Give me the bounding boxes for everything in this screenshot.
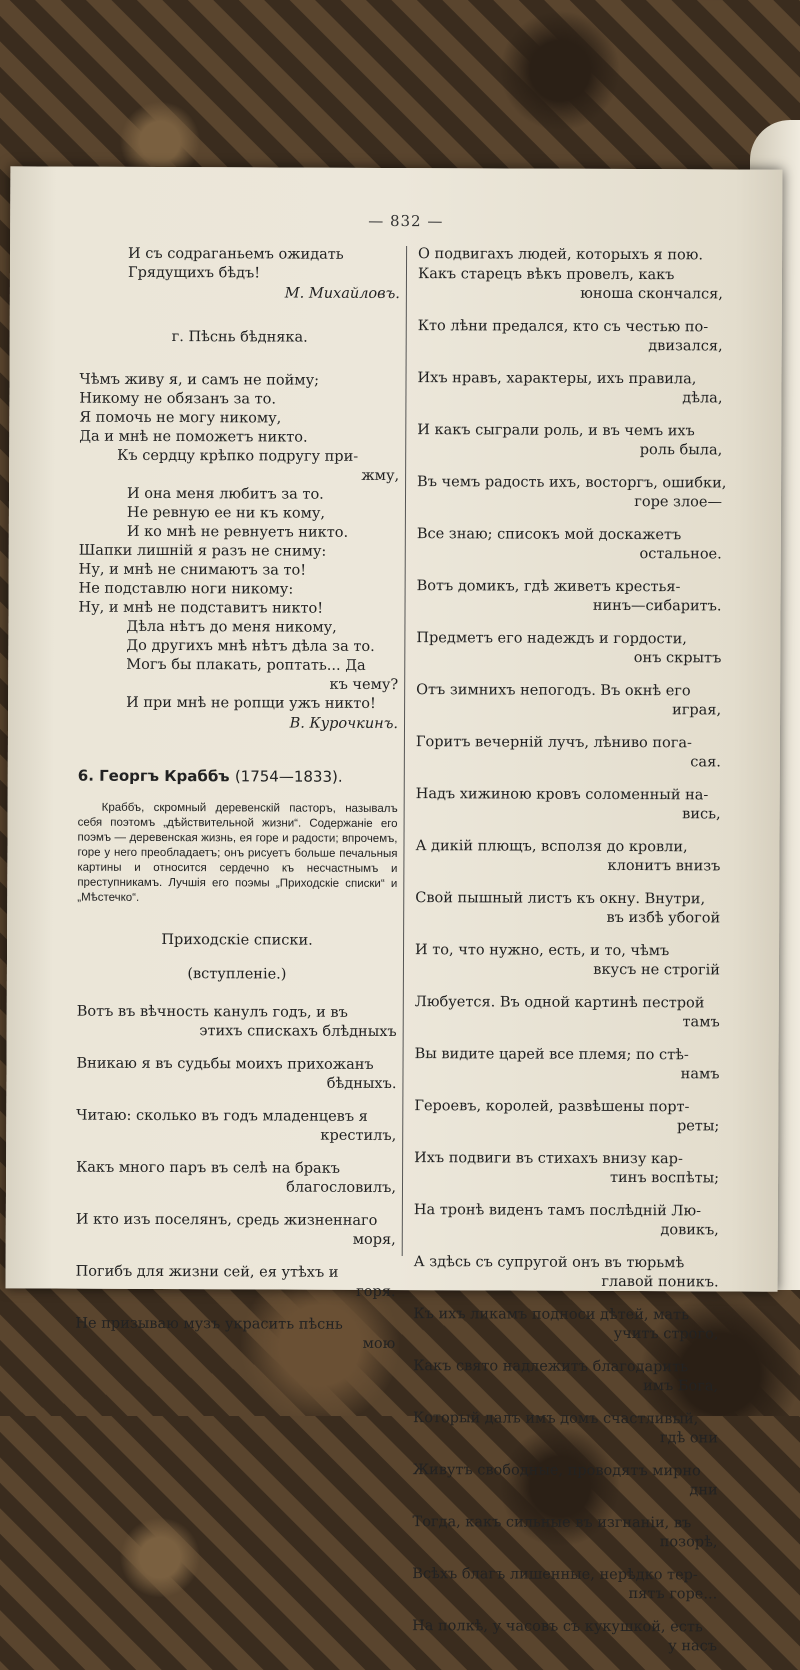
poem3-line-continuation: дѣла, [682,390,723,407]
poem2-line: Чѣмъ живу я, и самъ не пойму; [79,371,320,389]
poem3-line: Погибъ для жизни сей, ея утѣхъ и [75,1263,339,1281]
poem3-title: Приходскіе списки. [161,931,313,949]
bio-heading-years: (1754—1833). [234,767,343,786]
poem1 [80,245,400,304]
poem3-line: Ихъ нравъ, характеры, ихъ правила, [417,370,697,388]
poem3-line-continuation: въ избѣ убогой [606,909,721,927]
poem3-line-continuation: сая. [690,754,721,771]
poem3-line: И то, что нужно, есть, и то, чѣмъ [415,942,670,960]
bio-heading [78,767,398,786]
book-page [6,166,783,1655]
poem3-line-continuation: благословилъ, [286,1179,397,1197]
poem3-line-continuation: реты; [676,1118,720,1135]
poem3-subtitle: (вступленіе.) [187,966,287,983]
poem3-line-continuation: играя, [672,702,722,719]
poem3-line-continuation: довикъ, [660,1222,719,1239]
poem3-line-continuation: вкусъ не строгій [593,961,720,979]
poem3 [75,1002,397,1353]
poem3-line: Свой пышный листъ къ окну. Внутри, [415,890,706,908]
poem3-line: Живутъ свободные, проводятъ мирно [412,1462,701,1480]
poem3-line: На полкѣ, у часовъ съ кукушкой, есть [412,1618,703,1636]
poem3-line-continuation: моря, [352,1231,396,1249]
poem3-line: Къ ихъ ликамъ подноси дѣтей, мать [413,1306,690,1324]
poem3-line-continuation: крестилъ, [320,1127,397,1145]
poem2-line: И при мнѣ не ропщи ужъ никто! [126,694,376,712]
poem3-line: А дикій плющъ, всползя до кровли, [415,838,688,856]
right-column [412,244,727,1669]
poem3-line-continuation: нинъ—сибаритъ. [592,597,722,615]
poem2-line: И ко мнѣ не ревнуетъ никто. [126,523,349,541]
poem3-line: Читаю: сколько въ годъ младенцевъ я [76,1107,368,1125]
poem2-line: къ чему? [329,676,399,694]
poem3-line-continuation: двизался, [648,338,723,355]
poem3-line-continuation: имъ Бога, [643,1378,719,1395]
poem3-line: Отъ зимнихъ непогодъ. Въ окнѣ его [416,682,691,700]
poem2-line: Ну, и мнѣ не снимаютъ за то! [78,561,307,579]
poem3-line: Какъ свято надлежитъ благодарить [413,1358,689,1376]
poem3-line: Какъ много паръ въ селѣ на бракъ [76,1159,341,1177]
poem3-line-continuation: юноша скончался, [580,285,723,303]
poem3-line-continuation: у насъ [668,1638,718,1655]
poem3-line-continuation: роль была, [639,442,723,459]
poem3-line: На тронѣ виденъ тамъ послѣдній Лю- [413,1202,702,1220]
poem3-line-continuation: намъ [680,1066,720,1083]
poem3-line-continuation: горя. [356,1283,396,1301]
poem3-line-continuation: пятъ горе... [628,1586,718,1603]
poem3-line: Въ чемъ радость ихъ, восторгъ, ошибки, [417,474,727,492]
poem2-line: Дѣла нѣтъ до меня никому, [126,618,337,636]
poem3-line: Который далъ имъ домъ счастливый, [412,1410,699,1428]
poem3-line-continuation: дни [689,1482,718,1499]
poem2-line: жму, [361,467,400,485]
poem3-line: И какъ сыграли роль, и въ чемъ ихъ [417,422,695,440]
poem3-line: Героевъ, королей, развѣшены порт- [414,1098,690,1116]
poem1-line: И съ содраганьемъ ожидать [128,245,344,263]
poem3-line-continuation: онъ скрытъ [633,650,722,667]
poem2-line: Шапки лишній я разъ не сниму: [78,542,327,560]
poem1-line: Грядущихъ бѣдъ! [127,264,261,282]
poem3-line: Все знаю; списокъ мой доскажетъ [416,526,682,544]
poem2-author: В. Курочкинъ. [289,715,399,733]
poem3-line: Предметъ его надеждъ и гордости, [416,630,687,648]
poem3-line-continuation: гдѣ они [659,1430,718,1447]
poem3-line-continuation: тинъ воспѣты; [609,1169,720,1187]
poem2 [78,371,399,714]
poem3-line: Какъ старецъ вѣкъ провелъ, какъ [417,266,675,284]
poem2-line: Да и мнѣ не поможетъ никто. [79,428,308,446]
poem3-line-continuation: учитъ строго, [613,1325,719,1343]
poem3-line-continuation: позорѣ, [659,1534,718,1551]
poem3-line: Кто лѣни предался, кто съ честью по- [417,318,709,336]
bio-text: Краббъ, скромный деревенскій пасторъ, называлъ себя поэтомъ „дѣйствительной жизни“. Содержаніе его поэмъ — деревенская жизнь, ея горе и радости; впрочемъ, горе у него преобладаетъ; онъ рисуетъ больше печальныя картины и относится сердечно къ несчастнымъ и преступникамъ. Лучшія его поэмы „Приходскіе списки“ и „Мѣстечко“. [77,801,398,904]
poem3-line: А здѣсь съ супругой онъ въ тюрьмѣ [413,1254,685,1272]
poem3-line: Горитъ вечерній лучъ, лѣниво пога- [415,734,692,752]
poem3-line-continuation: бѣдныхъ. [326,1075,397,1093]
poem3-line-continuation: остальное. [639,546,722,563]
poem2-line: Не ревную ее ни къ кому, [126,504,326,522]
poem2-line: Къ сердцу крѣпко подругу при- [117,447,359,465]
left-column [75,245,400,1367]
poem2-line: Могъ бы плакать, роптать... Да [126,656,366,674]
poem3-line-continuation: клонитъ внизъ [607,857,721,875]
poem2-title: г. Пѣснь бѣдняка. [171,329,308,346]
poem3-line: Ихъ подвиги въ стихахъ внизу кар- [414,1150,683,1168]
poem3-line: Вотъ въ вѣчность канулъ годъ, и въ [76,1003,348,1021]
poem3-line: Вы видите царей все племя; по стѣ- [414,1046,689,1064]
poem3-line: Вникаю я въ судьбы моихъ прихожанъ [76,1055,374,1073]
poem3-line: Надъ хижиною кровъ соломенный на- [415,786,709,804]
poem2-line: Ну, и мнѣ не подставитъ никто! [78,599,324,617]
poem2-line: Не подставлю ноги никому: [78,580,294,598]
page-number: — 832 — [368,211,444,231]
poem2-line: Никому не обязанъ за то. [79,390,277,408]
poem3-line-continuation: этихъ спискахъ блѣдныхъ [199,1023,397,1041]
poem3-line: Не призываю музъ украсить пѣснь [75,1315,343,1333]
poem3-line: О подвигахъ людей, которыхъ я пою. [418,246,703,264]
poem3-line-continuation: главой поникъ. [601,1273,719,1291]
poem3-line-continuation: тамъ [682,1014,720,1031]
poem3-line: Вотъ домикъ, гдѣ живетъ крестья- [416,578,681,596]
poem3-line-continuation: мою [362,1335,396,1353]
poem3-line: Всѣхъ благъ лишенные, нерѣдко тер- [412,1566,698,1584]
poem2-line: И она меня любитъ за то. [126,485,324,503]
poem3-line-continuation: вись, [682,806,721,823]
poem3-line: И кто изъ поселянъ, средь жизненнаго [75,1211,378,1229]
poem3-line: Любуется. Въ одной картинѣ пестрой [414,994,705,1012]
column-divider [402,246,407,1256]
poem3-line: Тогда, какъ сильные въ изгнаніи, въ [412,1514,692,1532]
poem1-author: М. Михайловъ. [284,285,400,303]
bio-heading-name: 6. Георгъ Краббъ [77,766,230,786]
poem2-line: Я помочь не могу никому, [79,409,282,427]
poem3-line-continuation: горе злое— [634,494,723,511]
poem2-line: До другихъ мнѣ нѣтъ дѣла за то. [126,637,375,655]
